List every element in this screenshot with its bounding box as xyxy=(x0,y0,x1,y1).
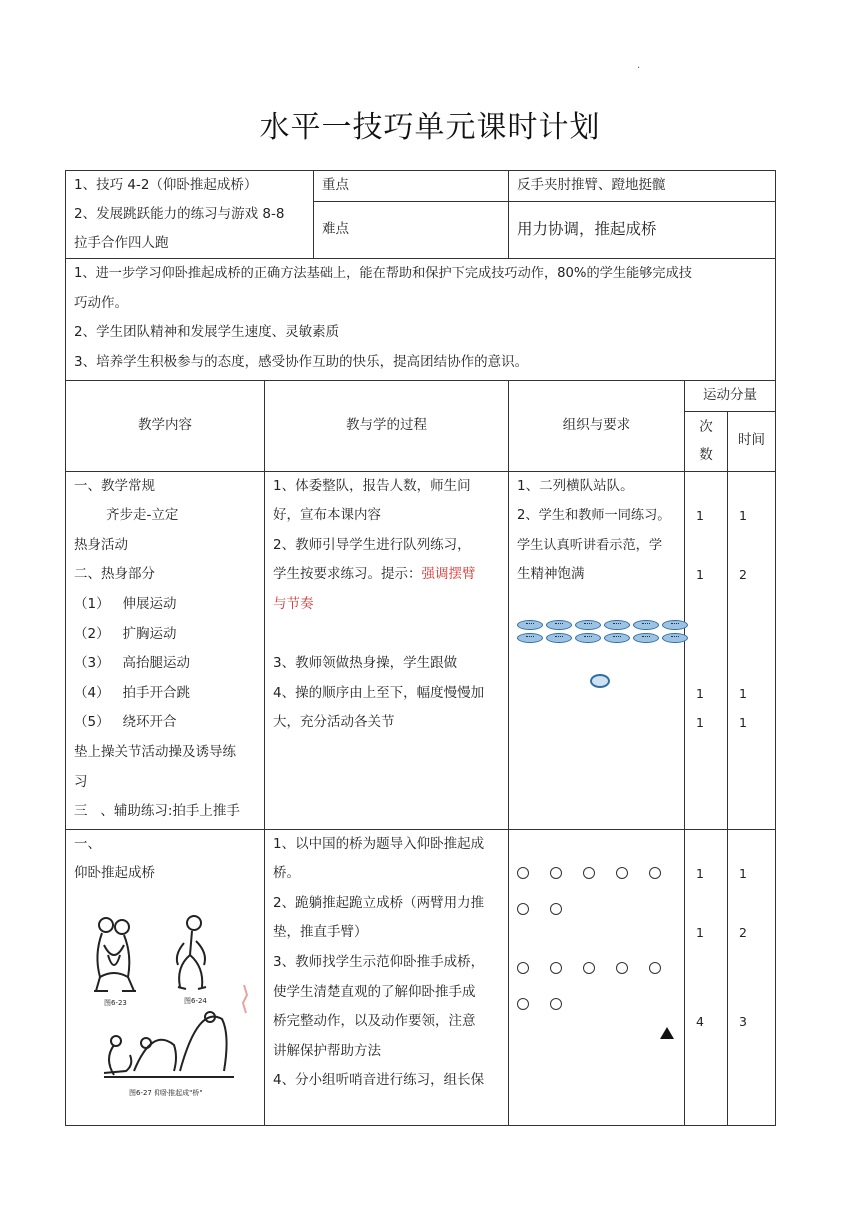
process-line: 3、教师领做热身操，学生跟做 xyxy=(273,655,458,672)
difficulty-label-cell xyxy=(314,202,509,259)
student-circle xyxy=(616,962,628,974)
header-duration-label: 时间 xyxy=(738,432,766,449)
topic-line: 1、技巧 4-2（仰卧推起成桥） xyxy=(74,177,258,193)
objective-line: 1、进一步学习仰卧推起成桥的正确方法基础上，能在帮助和保护下完成技巧动作，80%的学生能够完成技 xyxy=(74,266,692,281)
circle-formation-row xyxy=(517,859,676,889)
process-emphasis: 强调摆臂 xyxy=(421,566,476,583)
circle-formation-row xyxy=(517,895,676,925)
header-process xyxy=(265,381,509,472)
process-text: 学生按要求练习。提示： xyxy=(273,566,422,583)
key-point-text: 反手夹肘推臂、蹬地挺髋 xyxy=(517,177,666,193)
student-circle xyxy=(517,962,529,974)
content-line: （1） 伸展运动 xyxy=(74,595,177,612)
content-line: 热身活动 xyxy=(74,536,128,553)
times-value: 4 xyxy=(696,1014,704,1030)
objectives-cell xyxy=(66,259,776,381)
student-marker xyxy=(662,620,688,630)
process-line: 1、体委整队，报告人数，师生问 xyxy=(273,477,471,494)
key-point-label-cell xyxy=(314,171,509,202)
student-circle xyxy=(517,867,529,879)
header-content-label: 教学内容 xyxy=(138,417,192,433)
student-circle xyxy=(616,867,628,879)
process-line: 4、操的顺序由上至下，幅度慢慢加 xyxy=(273,684,485,701)
process-line: 垫，推直手臂） xyxy=(273,924,368,941)
process-line: 桥完整动作，以及动作要领，注意 xyxy=(273,1013,476,1030)
process-line: 4、分小组听哨音进行练习，组长保 xyxy=(273,1072,485,1089)
times-value: 1 xyxy=(696,925,704,941)
duration-value: 1 xyxy=(739,715,747,731)
topics-cell xyxy=(66,171,314,259)
header-content xyxy=(66,381,265,472)
student-circle xyxy=(649,867,661,879)
row2-times-cell xyxy=(685,829,728,1125)
figure-caption: 图6-23 xyxy=(104,998,127,1007)
header-process-label: 教与学的过程 xyxy=(346,417,427,433)
row1-times-cell xyxy=(685,471,728,829)
row1-org-cell xyxy=(509,471,685,829)
lesson-plan-table xyxy=(65,170,776,1126)
student-circle xyxy=(550,998,562,1010)
key-point-text-cell xyxy=(509,171,776,202)
times-value: 1 xyxy=(696,508,704,524)
header-times xyxy=(685,411,728,471)
header-times-label-2: 数 xyxy=(699,447,713,464)
content-line: 二、热身部分 xyxy=(74,566,155,583)
student-marker xyxy=(546,620,572,630)
difficulty-text: 用力协调，推起成桥 xyxy=(517,219,657,238)
header-org-label: 组织与要求 xyxy=(562,417,631,433)
row2-process-cell xyxy=(265,829,509,1125)
row2-org-cell xyxy=(509,829,685,1125)
student-marker xyxy=(633,620,659,630)
content-line: 习 xyxy=(74,773,88,790)
student-circle xyxy=(550,903,562,915)
duration-value: 2 xyxy=(739,925,747,941)
page-title: 水平一技巧单元课时计划 xyxy=(259,110,601,145)
header-load-label: 运动分量 xyxy=(703,387,758,403)
bridge-illustration xyxy=(74,895,256,1125)
formation-diagram xyxy=(517,590,680,720)
circle-formation-row xyxy=(517,954,676,984)
content-line: （5） 绕环开合 xyxy=(74,714,177,731)
student-marker xyxy=(517,633,543,643)
process-line: 使学生清楚直观的了解仰卧推手成 xyxy=(273,983,476,1000)
bridge-figures-image xyxy=(74,895,254,1115)
topic-line: 2、发展跳跃能力的练习与游戏 8-8 xyxy=(74,206,285,222)
circle-formation-row xyxy=(517,990,676,1020)
row1-content-cell xyxy=(66,471,265,829)
topic-line: 拉手合作四人跑 xyxy=(74,235,169,251)
duration-value: 1 xyxy=(739,508,747,524)
process-line: 好，宣布本课内容 xyxy=(273,507,381,524)
content-line: 三 、辅助练习:拍手上推手 xyxy=(74,803,240,820)
objective-line: 3、培养学生积极参与的态度，感受协作互助的快乐，提高团结协作的意识。 xyxy=(74,353,529,370)
duration-value: 1 xyxy=(739,866,747,882)
content-line: 齐步走-立定 xyxy=(106,507,179,524)
student-marker xyxy=(633,633,659,643)
figure-caption: 图6-24 xyxy=(184,996,207,1005)
process-line: 大，充分活动各关节 xyxy=(273,714,395,731)
process-line: 1、以中国的桥为题导入仰卧推起成 xyxy=(273,835,485,852)
row1-duration-cell xyxy=(728,471,776,829)
row2-duration-cell xyxy=(728,829,776,1125)
header-mark: . xyxy=(637,60,641,71)
org-line: 学生认真听讲看示范，学 xyxy=(517,537,663,553)
content-line: 一、教学常规 xyxy=(74,477,155,494)
teacher-marker xyxy=(590,674,610,688)
org-line: 2、学生和教师一同练习。 xyxy=(517,508,671,524)
process-line: 2、跪躺推起跪立成桥（两臂用力推 xyxy=(273,894,485,911)
duration-value: 3 xyxy=(739,1014,747,1030)
content-line: （4） 拍手开合跳 xyxy=(74,684,190,701)
student-circle xyxy=(583,962,595,974)
content-line: （3） 高抬腿运动 xyxy=(74,655,190,672)
difficulty-label: 难点 xyxy=(322,221,349,238)
process-line: 3、教师找学生示范仰卧推手成桥， xyxy=(273,953,485,970)
duration-value: 2 xyxy=(739,567,747,583)
content-line: 一、 xyxy=(74,835,101,852)
process-line xyxy=(273,560,500,590)
process-line: 讲解保护帮助方法 xyxy=(273,1042,381,1059)
content-line: 仰卧推起成桥 xyxy=(74,865,155,882)
process-line: 桥。 xyxy=(273,865,300,882)
student-circle xyxy=(583,867,595,879)
objective-line: 巧动作。 xyxy=(74,294,128,311)
org-line: 1、二列横队站队。 xyxy=(517,477,634,494)
content-line: （2） 扩胸运动 xyxy=(74,625,177,642)
process-emphasis-line: 与节奏 xyxy=(273,595,314,612)
org-line: 生精神饱满 xyxy=(517,566,585,583)
student-circle xyxy=(517,903,529,915)
student-marker xyxy=(662,633,688,643)
objective-line: 2、学生团队精神和发展学生速度、灵敏素质 xyxy=(74,324,340,341)
student-marker xyxy=(575,620,601,630)
difficulty-text-cell xyxy=(509,202,776,259)
key-point-label: 重点 xyxy=(322,177,349,193)
figure-caption: 图6-27 仰卧推起成"桥" xyxy=(129,1088,203,1097)
process-line: 2、教师引导学生进行队列练习， xyxy=(273,536,471,553)
header-load xyxy=(685,381,776,412)
student-marker xyxy=(517,620,543,630)
process-blank xyxy=(273,620,500,650)
times-value: 1 xyxy=(696,567,704,583)
row2-content-cell xyxy=(66,829,265,1125)
teacher-triangle-icon xyxy=(660,1027,674,1039)
student-marker xyxy=(604,620,630,630)
row1-process-cell xyxy=(265,471,509,829)
student-circle xyxy=(517,998,529,1010)
times-value: 1 xyxy=(696,715,704,731)
student-marker xyxy=(575,633,601,643)
student-circle xyxy=(550,962,562,974)
student-marker xyxy=(604,633,630,643)
student-circle xyxy=(649,962,661,974)
times-value: 1 xyxy=(696,685,704,701)
times-value: 1 xyxy=(696,866,704,882)
student-circle xyxy=(550,867,562,879)
header-org xyxy=(509,381,685,472)
header-times-label: 次 xyxy=(699,419,713,436)
duration-value: 1 xyxy=(739,685,747,701)
student-marker xyxy=(546,633,572,643)
header-duration xyxy=(728,411,776,471)
content-line: 垫上操关节活动操及诱导练 xyxy=(74,743,236,760)
